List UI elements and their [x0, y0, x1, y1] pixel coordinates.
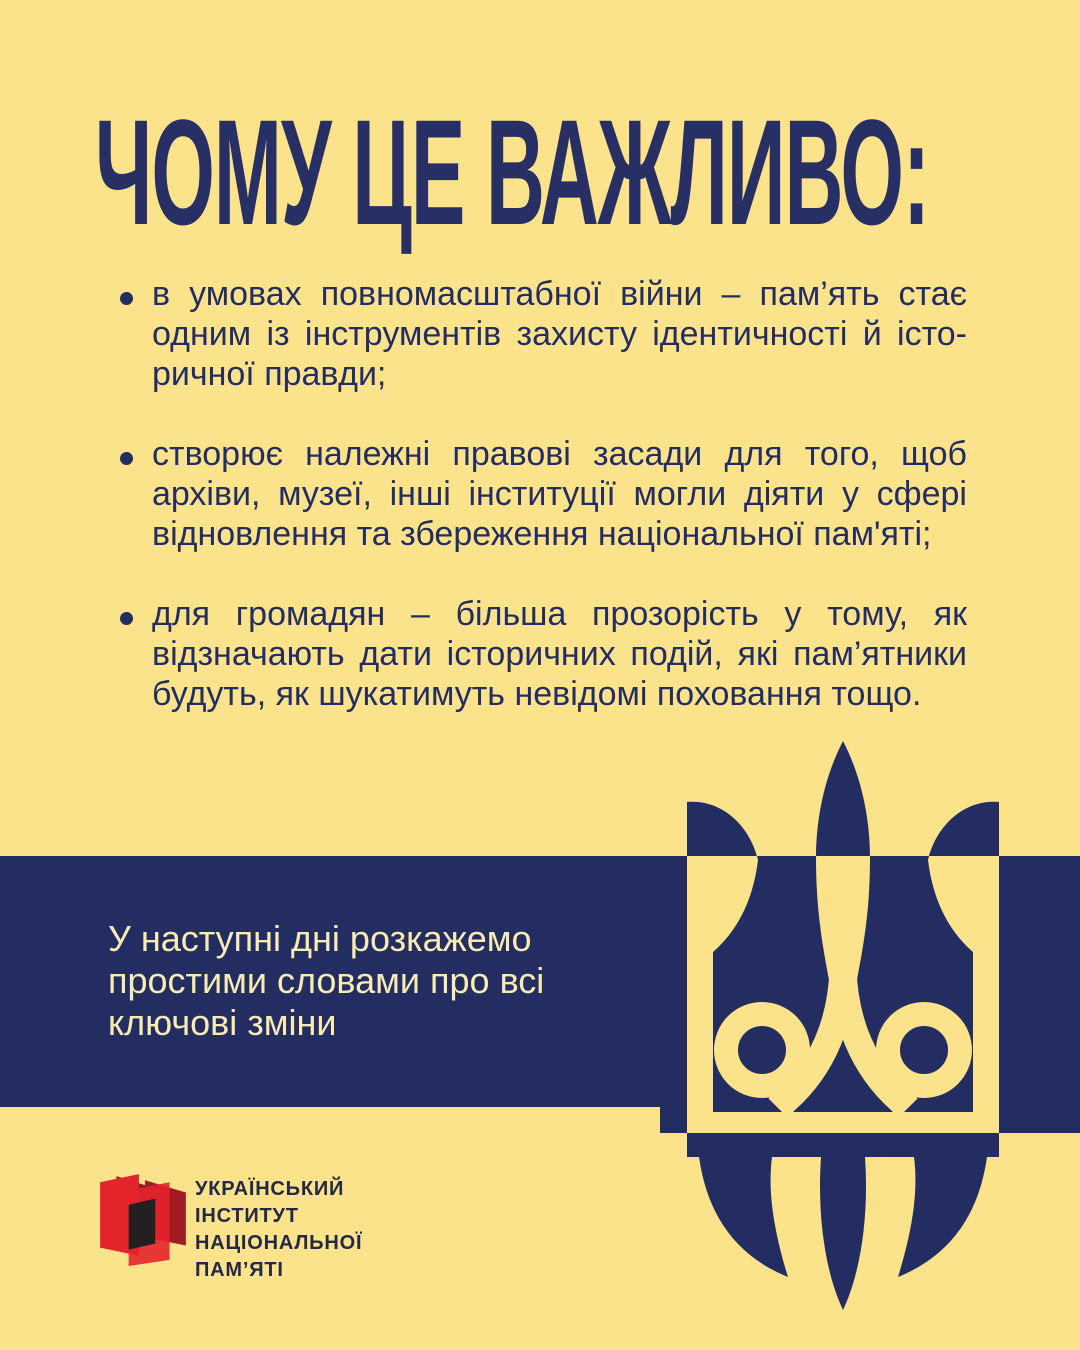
bullet-3-line-3: будуть, як шукатимуть невідомі поховання тощо. [152, 675, 922, 713]
bullet-item-2 [152, 434, 967, 554]
bullet-2-line-3: відновлення та збереження національної пам'яті; [152, 515, 932, 553]
announcement-text [108, 918, 544, 1044]
logo-line-2: ІНСТИТУТ [195, 1205, 299, 1227]
announcement-line-3: ключові зміни [108, 1002, 337, 1043]
logo-line-4: ПАМ’ЯТІ [195, 1259, 284, 1281]
bullet-item-3 [152, 594, 967, 714]
bullet-1-line-2: одним із інструментів захисту ідентичності й істо- [152, 315, 967, 353]
logo-line-3: НАЦІОНАЛЬНОЇ [195, 1232, 363, 1254]
uinp-logo-text [195, 1176, 362, 1284]
bullet-dot [120, 292, 133, 305]
uinp-logo [98, 1168, 418, 1281]
logo-line-1: УКРАЇНСЬКИЙ [195, 1178, 345, 1200]
bullet-dot [120, 452, 133, 465]
bullet-1-line-1: в умовах повномасштабної війни – пам’ять стає [152, 275, 967, 313]
bullet-3-line-2: відзначають дати історичних подій, які пам’ятники [152, 635, 967, 673]
emblem-band-tile [660, 856, 1080, 1133]
announcement-line-1: У наступні дні розкажемо [108, 918, 532, 959]
bullet-2-line-1: створює належні правові засади для того, щоб [152, 435, 967, 473]
page-title: ЧОМУ ЦЕ ВАЖЛИВО: [95, 88, 930, 256]
bullet-2-line-2: архіви, музеї, інші інституції могли діяти у сфері [152, 475, 967, 513]
announcement-line-2: простими словами про всі [108, 960, 545, 1001]
bullet-1-line-3: ричної правди; [152, 355, 387, 393]
bullet-dot [120, 612, 133, 625]
bullet-3-line-1: для громадян – більша прозорість у тому, як [152, 595, 967, 633]
uinp-logo-mark-icon [98, 1170, 188, 1268]
bullet-item-1 [152, 274, 967, 394]
